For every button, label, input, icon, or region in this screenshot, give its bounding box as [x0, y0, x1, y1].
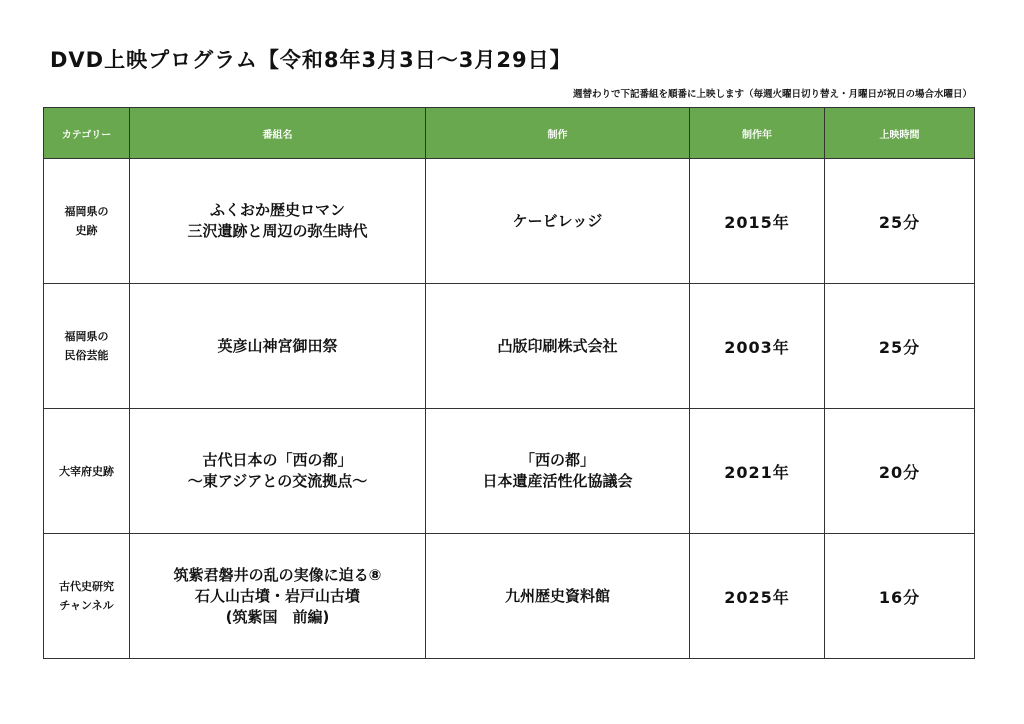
program-line: 古代日本の「西の都」	[202, 451, 353, 469]
schedule-note: 週替わりで下記番組を順番に上映します（毎週火曜日切り替え・月曜日が祝日の場合水曜日）	[572, 89, 972, 100]
table-row	[44, 284, 975, 409]
category-line: 大宰府史跡	[59, 464, 114, 478]
producer-line: 日本遺産活性化協議会	[482, 472, 633, 490]
column-header-program: 番組名	[130, 108, 426, 159]
producer-cell	[426, 534, 690, 659]
year-cell: 2025年	[690, 534, 825, 659]
category-line: 古代史研究	[59, 580, 114, 593]
column-header-category: カテゴリー	[44, 108, 130, 159]
program-cell	[130, 284, 426, 409]
program-line: 英彦山神宮御田祭	[217, 336, 338, 355]
program-cell	[130, 159, 426, 284]
table-header-row	[44, 108, 975, 159]
program-line: 筑紫君磐井の乱の実像に迫る⑧	[173, 565, 382, 584]
duration-cell: 16分	[825, 534, 975, 659]
program-table	[43, 107, 975, 659]
program-line: (筑紫国 前編)	[225, 607, 330, 626]
program-line: 三沢遺跡と周辺の弥生時代	[187, 222, 368, 240]
column-header-duration: 上映時間	[825, 108, 975, 159]
column-header-producer: 制作	[426, 108, 690, 159]
program-line: ～東アジアとの交流拠点～	[187, 472, 368, 490]
table-row	[44, 534, 975, 659]
table-row	[44, 159, 975, 284]
producer-line: 「西の都」	[519, 451, 595, 469]
category-cell	[44, 284, 130, 409]
year-cell: 2015年	[690, 159, 825, 284]
category-cell	[44, 409, 130, 534]
category-cell	[44, 159, 130, 284]
category-line: 民俗芸能	[64, 349, 109, 362]
duration-cell: 20分	[825, 409, 975, 534]
category-line: チャンネル	[59, 599, 114, 612]
year-cell: 2003年	[690, 284, 825, 409]
column-header-year: 制作年	[690, 108, 825, 159]
producer-cell	[426, 284, 690, 409]
duration-cell: 25分	[825, 159, 975, 284]
category-cell	[44, 534, 130, 659]
program-cell	[130, 534, 426, 659]
year-cell: 2021年	[690, 409, 825, 534]
producer-line: ケービレッジ	[512, 211, 603, 230]
page-title: DVD上映プログラム【令和8年3月3日～3月29日】	[50, 48, 572, 72]
category-line: 福岡県の	[64, 205, 109, 218]
duration-cell: 25分	[825, 284, 975, 409]
category-line: 史跡	[75, 224, 98, 237]
program-cell	[130, 409, 426, 534]
producer-line: 九州歴史資料館	[504, 586, 610, 605]
producer-cell	[426, 409, 690, 534]
producer-line: 凸版印刷株式会社	[497, 336, 618, 355]
program-line: 石人山古墳・岩戸山古墳	[194, 586, 360, 605]
table-row	[44, 409, 975, 534]
category-line: 福岡県の	[64, 330, 109, 343]
program-line: ふくおか歴史ロマン	[209, 201, 345, 219]
producer-cell	[426, 159, 690, 284]
